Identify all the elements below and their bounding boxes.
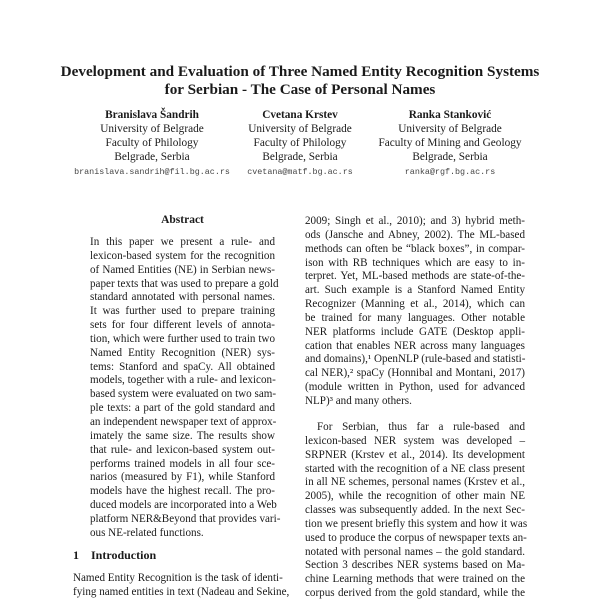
text-line: that rule- and lexicon-based system out- (90, 443, 275, 456)
paper-title (40, 63, 560, 99)
text-line: and domains),¹ OpenNLP (rule-based and statisti- (305, 353, 526, 366)
text-line: cation that enables NER across many languages (305, 339, 525, 352)
text-line: used to produce the corpus of newspaper texts an- (305, 531, 527, 544)
abstract-body (90, 236, 281, 541)
text-line: NLP)³ and many others. (305, 394, 412, 407)
text-line: fying named entities in text (Nadeau and Sekine, (73, 585, 290, 598)
text-line: models, together with a rule- and lexicon- (90, 374, 276, 387)
text-line: based system were evaluated on two sam- (90, 388, 277, 401)
text-line: ous NE-related functions. (90, 526, 204, 539)
text-line: of Named Entities (NE) in Serbian news- (90, 263, 275, 276)
introduction-body (73, 572, 290, 600)
author-email: ranka@rgf.bg.ac.rs (404, 167, 496, 177)
text-line: classes was subsequently added. In the next Sec- (305, 504, 525, 517)
text-line: performs trained models in all four sce- (90, 457, 275, 470)
text-line: started with the recognition of a NE class present (305, 462, 525, 475)
text-line: It was further used to prepare training (90, 305, 275, 318)
author-name: Branislava Šandrih (105, 109, 199, 121)
text-line: 2005), while the recognition of other main NE (305, 490, 525, 503)
author-university: University of Belgrade (100, 123, 204, 135)
text-line: methods can often be “black boxes”, in compar- (305, 242, 525, 255)
text-line: be trained for many languages. Other notable (305, 311, 525, 324)
text-line: tems: Stanford and spaCy. All obtained (90, 360, 275, 373)
right-paragraph-2 (305, 421, 528, 601)
author-university: University of Belgrade (248, 123, 352, 135)
text-line: imately the same size. The results show (90, 429, 275, 442)
text-line: chine Learning methods that were trained on the (305, 573, 525, 586)
text-line: NER platforms include GATE (Desktop appli- (305, 325, 525, 338)
text-line: in all NE schemes, personal names (Krstev et al., (305, 476, 525, 489)
text-line: an independent newspaper text of approx- (90, 415, 277, 428)
text-line: Named Entity Recognition (NER) sys- (90, 346, 275, 359)
text-line: For Serbian, thus far a rule-based and (317, 421, 525, 433)
text-line: sets for four different levels of annota- (90, 319, 275, 332)
author-name: Ranka Stanković (408, 109, 492, 121)
text-line: Named Entity Recognition is the task of identi- (73, 572, 283, 584)
author-city: Belgrade, Serbia (262, 151, 338, 163)
text-line: lexicon-based NER system was developed – (305, 434, 525, 447)
author-faculty: Faculty of Philology (105, 137, 199, 149)
text-line: tion, which were further used to train two (90, 332, 275, 345)
text-line: duced models are incorporated into a Web (90, 499, 277, 512)
text-line: (module written in Python, used for advanced (305, 381, 525, 394)
text-line: corpus derived from the gold standard, while the (305, 587, 525, 600)
section-heading-introduction (73, 548, 156, 563)
text-line: notated with personal names – the gold standard. (305, 545, 525, 558)
text-line: platform NER&Beyond that provides vari- (90, 512, 281, 525)
text-line: SRPNER (Krstev et al., 2014). Its development (305, 448, 525, 461)
abstract-heading: Abstract (161, 214, 204, 226)
text-line: tion we present briefly this system and how it was (305, 517, 528, 530)
text-line: cal NER),² spaCy (Honnibal and Montani, 2017) (305, 367, 525, 380)
text-line: In this paper we present a rule- and (90, 236, 275, 248)
author-block (350, 108, 550, 179)
author-university: University of Belgrade (398, 123, 502, 135)
text-line: art. Such example is a Stanford Named Entity (305, 284, 525, 297)
author-email: branislava.sandrih@fil.bg.ac.rs (74, 167, 230, 177)
right-paragraph-1 (305, 215, 525, 409)
text-line: ple texts: a part of the gold standard and (90, 402, 275, 415)
text-line: terpret. Yet, ML-based methods are state-of-the- (305, 270, 525, 283)
author-name: Cvetana Krstev (262, 109, 338, 121)
author-city: Belgrade, Serbia (412, 151, 488, 163)
title-line: for Serbian - The Case of Personal Names (164, 81, 436, 98)
author-faculty: Faculty of Mining and Geology (378, 137, 522, 149)
text-line: paper texts that was used to prepare a gold (90, 277, 279, 290)
text-line: narios (measured by F1), while Stanford (90, 471, 275, 484)
text-line: ods (Jansche and Abney, 2002). The ML-based (305, 228, 525, 241)
text-line: lexicon-based system for the recognition (90, 249, 275, 262)
section-title: Introduction (91, 548, 157, 562)
section-number: 1 (73, 548, 79, 562)
text-line: Recognizer (Manning et al., 2014), which can (305, 298, 525, 311)
text-line: Section 3 describes NER systems based on Ma- (305, 559, 525, 572)
text-line: standard annotated with personal names. (90, 291, 275, 304)
text-line: ison with RB techniques which are easy to in- (305, 256, 525, 269)
author-faculty: Faculty of Philology (253, 137, 347, 149)
author-email: cvetana@matf.bg.ac.rs (247, 167, 353, 177)
text-line: models have the highest recall. The pro- (90, 485, 275, 498)
author-city: Belgrade, Serbia (114, 151, 190, 163)
title-line: Development and Evaluation of Three Named Entity Recognition Systems (60, 63, 540, 80)
text-line: 2009; Singh et al., 2010); and 3) hybrid meth- (305, 215, 525, 227)
